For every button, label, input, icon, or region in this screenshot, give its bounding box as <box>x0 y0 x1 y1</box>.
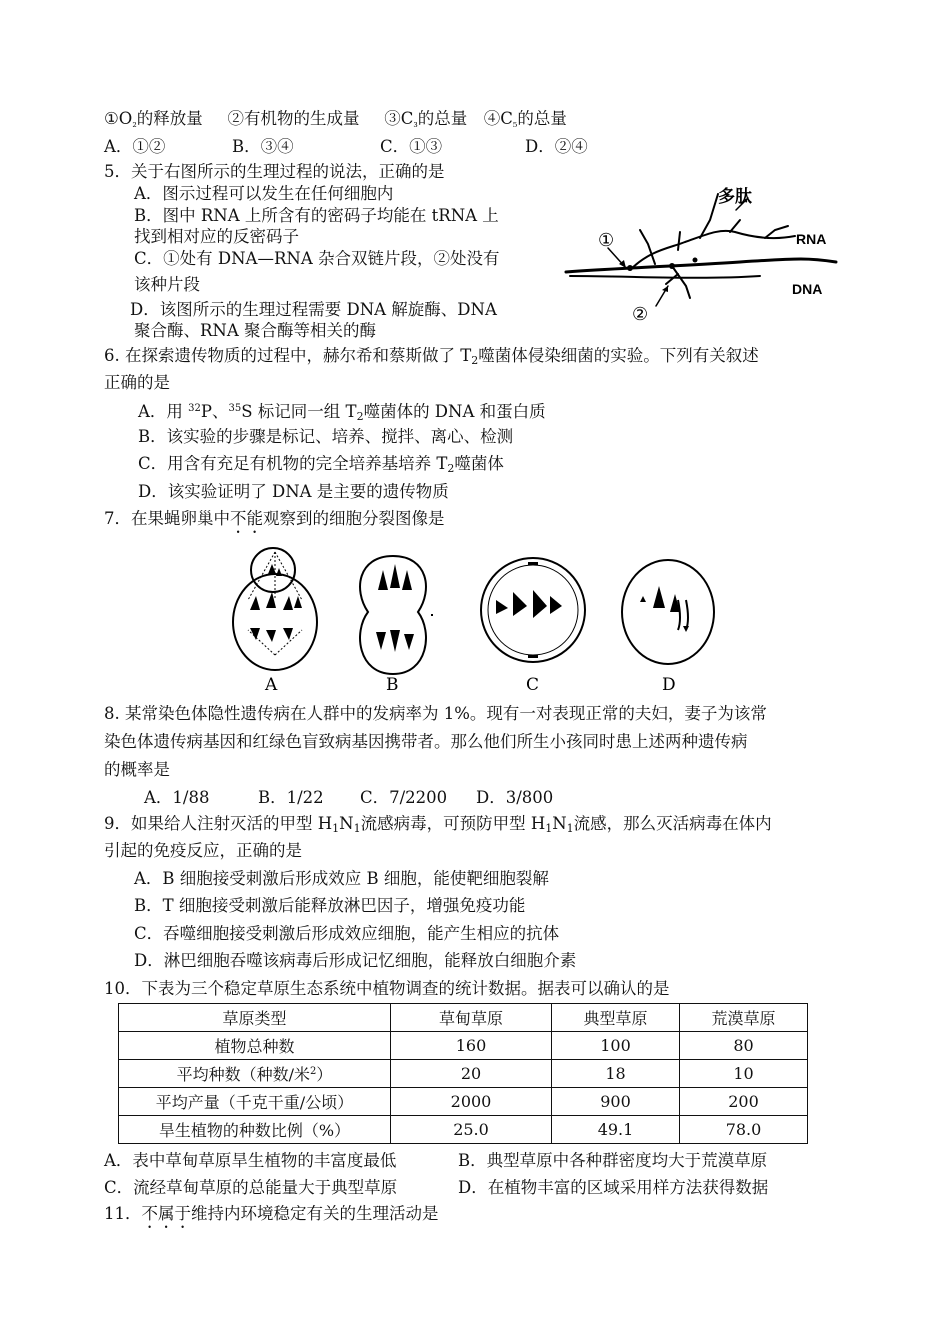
table-row <box>119 1088 808 1116</box>
q10-option-a: A．表中草甸草原旱生植物的丰富度最低 <box>104 1151 397 1170</box>
label-a: A <box>265 675 278 695</box>
q5-option-b-line2: 找到相对应的反密码子 <box>134 227 299 246</box>
table-header-cell: 荒漠草原 <box>680 1004 808 1032</box>
marker-2: ② <box>632 304 649 325</box>
dna-strand <box>566 259 836 272</box>
q5-stem: 5．关于右图所示的生理过程的说法，正确的是 <box>104 162 445 181</box>
q10-option-b: B．典型草原中各种群密度均大于荒漠草原 <box>458 1151 768 1170</box>
q5-option-b-line1: B．图中 RNA 上所含有的密码子均能在 tRNA 上 <box>134 206 499 225</box>
table-cell: 160 <box>391 1032 552 1060</box>
table-cell: 10 <box>680 1060 808 1088</box>
q8-option-c: C．7/2200 <box>360 788 448 807</box>
label-b: B <box>386 675 399 695</box>
table-cell: 78.0 <box>680 1116 808 1144</box>
table-cell: 植物总种数 <box>119 1032 391 1060</box>
q5-option-a: A．图示过程可以发生在任何细胞内 <box>134 184 394 203</box>
marker-1: ① <box>598 230 615 251</box>
table-cell: 2000 <box>391 1088 552 1116</box>
table-cell: 18 <box>552 1060 680 1088</box>
q7-stem: 7．在果蝇卵巢中不能观察到的细胞分裂图像是 <box>104 509 445 528</box>
table-cell: 80 <box>680 1032 808 1060</box>
translation-diagram <box>560 180 850 330</box>
table-cell: 200 <box>680 1088 808 1116</box>
q10-stem: 10．下表为三个稳定草原生态系统中植物调查的统计数据。据表可以确认的是 <box>104 979 670 998</box>
peptide-label: 多肽 <box>718 187 752 207</box>
q9-option-b: B．T 细胞接受刺激后能释放淋巴因子，增强免疫功能 <box>134 896 526 915</box>
q9-stem-line2: 引起的免疫反应，正确的是 <box>104 841 302 860</box>
table-cell: 平均产量（千克干重/公顷） <box>119 1088 391 1116</box>
cell-division-figures <box>228 540 728 695</box>
table-cell: 20 <box>391 1060 552 1088</box>
rna-label: RNA <box>796 231 827 247</box>
table-header-cell: 典型草原 <box>552 1004 680 1032</box>
q8-option-a: A．1/88 <box>144 788 210 807</box>
table-cell: 900 <box>552 1088 680 1116</box>
table-cell: 49.1 <box>552 1116 680 1144</box>
q6-option-c: C．用含有充足有机物的完全培养基培养 $T_2$噬菌体 <box>138 454 504 475</box>
table-cell: 100 <box>552 1032 680 1060</box>
q9-stem-line1: 9．如果给人注射灭活的甲型 $H_1N_1$流感病毒，可预防甲型 $H_1N_1$流感，那么灭活病毒在体内 <box>104 814 772 835</box>
q5-option-d-line1: D．该图所示的生理过程需要 DNA 解旋酶、DNA <box>130 300 497 319</box>
dna-label: DNA <box>792 281 823 297</box>
table-cell: 25.0 <box>391 1116 552 1144</box>
q4-option-b: B．③④ <box>232 137 294 156</box>
q9-option-d: D．淋巴细胞吞噬该病毒后形成记忆细胞，能释放白细胞介素 <box>134 951 577 970</box>
table-header-cell: 草甸草原 <box>391 1004 552 1032</box>
label-d: D <box>662 675 676 695</box>
q10-option-d: D．在植物丰富的区域采用样方法获得数据 <box>458 1178 769 1197</box>
q6-option-d: D．该实验证明了 DNA 是主要的遗传物质 <box>138 482 449 501</box>
table-row <box>119 1060 808 1088</box>
q11-stem: 11．不属于维持内环境稳定有关的生理活动是 <box>104 1204 439 1223</box>
table-row <box>119 1116 808 1144</box>
q8-option-b: B．1/22 <box>258 788 324 807</box>
q8-stem-line3: 的概率是 <box>104 760 170 779</box>
q10-option-c: C．流经草甸草原的总能量大于典型草原 <box>104 1178 398 1197</box>
table-cell: 旱生植物的种数比例（%） <box>119 1116 391 1144</box>
table-cell: 平均种数（种数/米$^2$） <box>119 1060 391 1088</box>
q5-option-d-line2: 聚合酶、RNA 聚合酶等相关的酶 <box>134 321 377 340</box>
q4-items: $①O_{_2}$的释放量 ②有机物的生成量 $③C_{_3}$的总量 $④C_{_5}$的总量 <box>104 109 567 130</box>
table-header-row <box>119 1004 808 1032</box>
q8-option-d: D．3/800 <box>476 788 554 807</box>
table-row <box>119 1032 808 1060</box>
q5-option-c-line2: 该种片段 <box>134 275 200 294</box>
q9-option-a: A．B 细胞接受刺激后形成效应 B 细胞，能使靶细胞裂解 <box>134 869 549 888</box>
q4-option-a: A．①② <box>104 137 166 156</box>
q6-option-a: A．用 $^{32}$P、$^{35}$S 标记同一组 $T_2$噬菌体的 DNA 和蛋白质 <box>138 402 546 423</box>
q6-stem-line1: 6. 在探索遗传物质的过程中，赫尔希和蔡斯做了 $T_2$噬菌体侵染细菌的实验。下列有关叙述 <box>104 346 759 367</box>
q8-stem-line2: 染色体遗传病基因和红绿色盲致病基因携带者。那么他们所生小孩同时患上述两种遗传病 <box>104 732 748 751</box>
q4-option-d: D．②④ <box>525 137 588 156</box>
q9-option-c: C．吞噬细胞接受刺激后形成效应细胞，能产生相应的抗体 <box>134 924 560 943</box>
q4-option-c: C．①③ <box>380 137 443 156</box>
cell-d <box>622 560 714 664</box>
q6-stem-line2: 正确的是 <box>104 373 170 392</box>
q8-stem-line1: 8. 某常染色体隐性遗传病在人群中的发病率为 1%。现有一对表现正常的夫妇，妻子为该常 <box>104 704 767 723</box>
label-c: C <box>526 675 540 695</box>
q6-option-b: B．该实验的步骤是标记、培养、搅拌、离心、检测 <box>138 427 514 446</box>
q5-option-c-line1: C．①处有 DNA—RNA 杂合双链片段，②处没有 <box>134 249 500 268</box>
table-header-cell: 草原类型 <box>119 1004 391 1032</box>
grassland-table <box>118 1003 808 1144</box>
